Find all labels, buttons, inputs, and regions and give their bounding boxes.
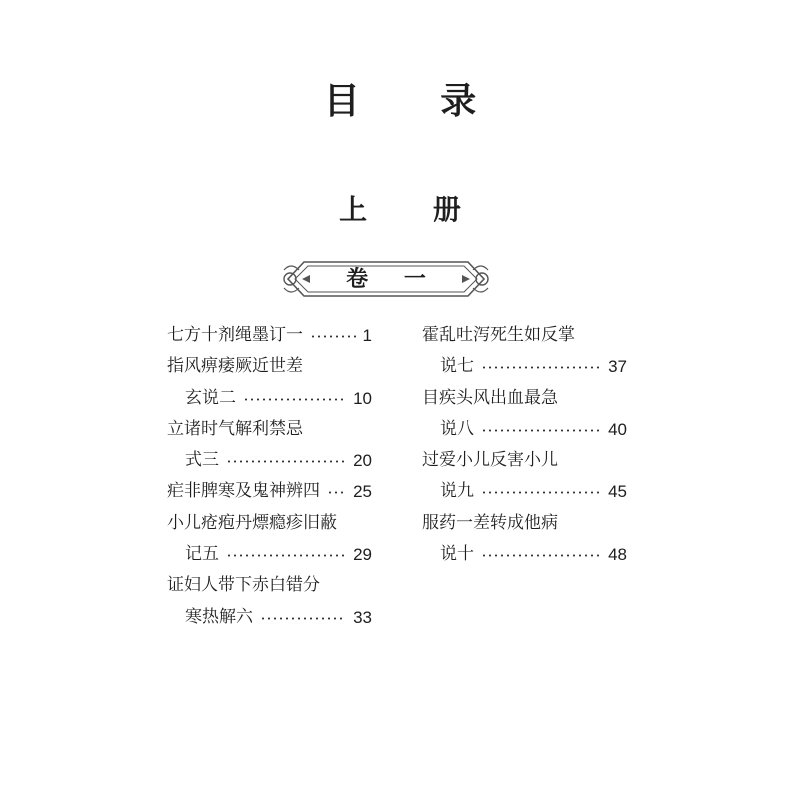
toc-entry — [167, 539, 372, 570]
toc-entry-title: 玄说二 — [185, 387, 236, 408]
toc-entry-title: 立诸时气解利禁忌 — [167, 418, 303, 439]
toc-page-number: 45 — [608, 482, 627, 502]
toc-page-number: 33 — [353, 607, 372, 627]
toc-page-number: 40 — [608, 419, 627, 439]
toc-page-number: 48 — [608, 545, 627, 565]
leader-dots — [226, 460, 346, 463]
toc-entry — [167, 351, 372, 382]
toc-entry-title: 过爱小儿反害小儿 — [422, 450, 558, 471]
toc-entry — [167, 320, 372, 351]
toc-right-column — [422, 320, 627, 570]
toc-entry-title: 小儿疮疱丹熛瘾疹旧蔽 — [167, 512, 337, 533]
leader-dots — [481, 554, 601, 557]
leader-dots — [226, 554, 346, 557]
toc-entry — [167, 476, 372, 507]
leader-dots — [327, 491, 346, 494]
toc-entry — [422, 351, 627, 382]
toc-entry-title: 说九 — [440, 481, 474, 502]
toc-entry-title: 霍乱吐泻死生如反掌 — [422, 325, 575, 345]
toc-entry-title: 式三 — [185, 450, 219, 471]
toc-entry — [167, 570, 372, 601]
toc-entry — [422, 414, 627, 445]
toc-page-number: 20 — [353, 451, 372, 471]
toc-entry-title: 说七 — [440, 356, 474, 377]
toc-entry — [422, 539, 627, 570]
toc-page-number: 29 — [353, 545, 372, 565]
leader-dots — [481, 429, 601, 432]
chapter-label: 卷 一 — [346, 266, 440, 292]
toc-entry-title: 目疾头风出血最急 — [422, 387, 558, 408]
leader-dots — [310, 335, 356, 338]
toc-entry — [167, 602, 372, 633]
toc-entry-title: 记五 — [185, 544, 219, 565]
leader-dots — [481, 491, 601, 494]
toc-left-column — [167, 320, 372, 633]
toc-entry — [422, 445, 627, 476]
toc-entry-title: 疟非脾寒及鬼神辨四 — [167, 481, 320, 502]
toc-entry-title: 寒热解六 — [185, 606, 253, 627]
toc-entry — [167, 383, 372, 414]
toc-entry-title: 证妇人带下赤白错分 — [167, 575, 320, 596]
toc-page-number: 1 — [362, 326, 372, 345]
toc-page-number: 37 — [608, 357, 627, 377]
chapter-banner — [278, 257, 494, 301]
page-title: 目 录 — [323, 80, 511, 122]
volume-title: 上 册 — [339, 193, 489, 226]
leader-dots — [260, 617, 346, 620]
toc-page-number: 10 — [353, 388, 372, 408]
leader-dots — [481, 366, 601, 369]
toc-entry-title: 说八 — [440, 418, 474, 439]
toc-entry-title: 服药一差转成他病 — [422, 512, 558, 533]
toc-entry — [167, 414, 372, 445]
toc-entry — [422, 508, 627, 539]
toc-entry — [167, 445, 372, 476]
toc-entry-title: 七方十剂绳墨订一 — [167, 325, 303, 345]
toc-entry-title: 指风痹痿厥近世差 — [167, 356, 303, 377]
leader-dots — [243, 398, 346, 401]
toc-entry-title: 说十 — [440, 544, 474, 565]
toc-page-number: 25 — [353, 482, 372, 502]
toc-entry — [422, 476, 627, 507]
toc-entry — [422, 320, 627, 351]
toc-entry — [422, 383, 627, 414]
toc-entry — [167, 508, 372, 539]
